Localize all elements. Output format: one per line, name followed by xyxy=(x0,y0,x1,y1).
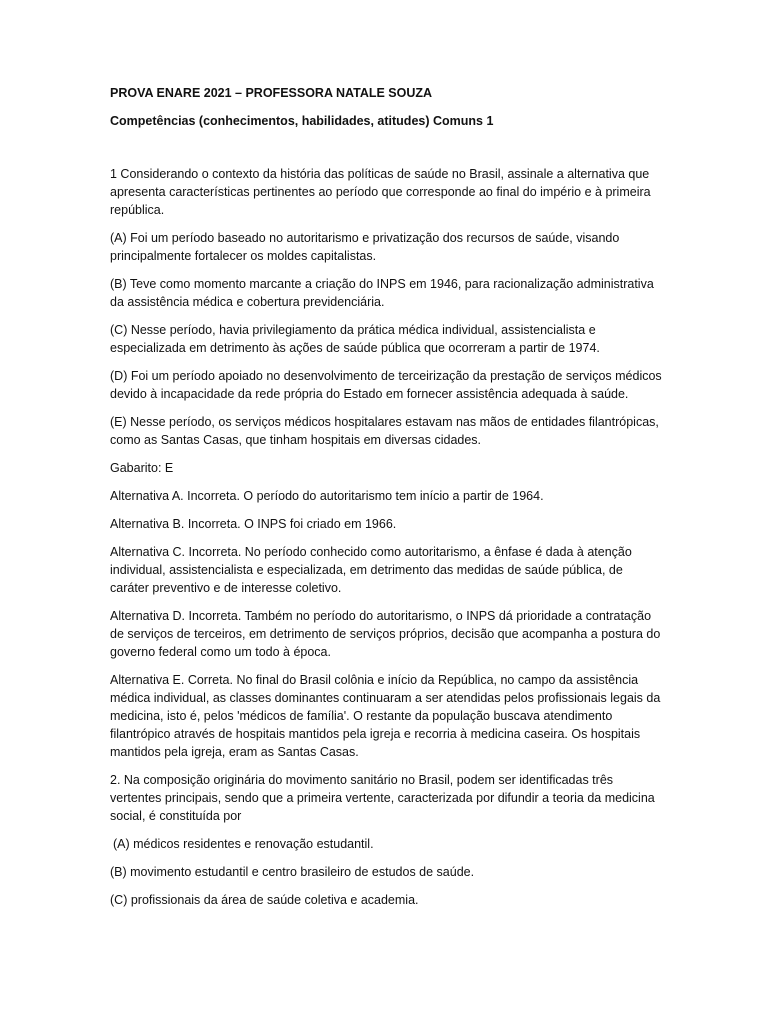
question-1-answer: Gabarito: E xyxy=(110,461,174,475)
question-2-stem: 2. Na composição originária do movimento sanitário no Brasil, podem ser identificadas três vertentes principais, sendo que a primeira vertente, caracterizada por difundir a teoria da medicina social, é constituída por xyxy=(110,773,655,823)
question-2-option-c: (C) profissionais da área de saúde coletiva e academia. xyxy=(110,893,419,907)
document-subtitle: Competências (conhecimentos, habilidades, atitudes) Comuns 1 xyxy=(110,114,494,128)
question-2-option-a: (A) médicos residentes e renovação estudantil. xyxy=(113,837,374,851)
question-1-explanation-d: Alternativa D. Incorreta. Também no período do autoritarismo, o INPS dá prioridade a contratação de serviços de terceiros, em detrimento de serviços próprios, decisão que acompanha a postura do governo federal como um todo à época. xyxy=(110,609,661,659)
question-1-explanation-b: Alternativa B. Incorreta. O INPS foi criado em 1966. xyxy=(110,517,397,531)
question-1-explanation-c: Alternativa C. Incorreta. No período conhecido como autoritarismo, a ênfase é dada à atenção individual, assistencialista e especializada, em detrimento das medidas de saúde pública, de caráter preventivo e de interesse coletivo. xyxy=(110,545,632,595)
question-1-option-d: (D) Foi um período apoiado no desenvolvimento de terceirização da prestação de serviços médicos devido à incapacidade da rede própria do Estado em fornecer assistência adequada à saúde. xyxy=(110,369,662,401)
question-1-explanation-a: Alternativa A. Incorreta. O período do autoritarismo tem início a partir de 1964. xyxy=(110,489,544,503)
question-1-option-b: (B) Teve como momento marcante a criação do INPS em 1946, para racionalização administrativa da assistência médica e cobertura previdenciária. xyxy=(110,277,654,309)
document-title: PROVA ENARE 2021 – PROFESSORA NATALE SOUZA xyxy=(110,86,433,100)
question-1-explanation-e: Alternativa E. Correta. No final do Brasil colônia e início da República, no campo da assistência médica individual, as classes dominantes continuaram a ser atendidas pelos profissionais legais da medicina, isto é, pelos 'médicos de família'. O restante da população buscava atendimento filantrópico através de hospitais mantidos pela igreja e recorria à medicina caseira. Os hospitais mantidos pela igreja, eram as Santas Casas. xyxy=(110,673,661,759)
document-page xyxy=(110,84,662,919)
question-1-option-e: (E) Nesse período, os serviços médicos hospitalares estavam nas mãos de entidades filantrópicas, como as Santas Casas, que tinham hospitais em diversas cidades. xyxy=(110,415,659,447)
question-1-stem: 1 Considerando o contexto da história das políticas de saúde no Brasil, assinale a alternativa que apresenta características pertinentes ao período que corresponde ao final do império e à primeira república. xyxy=(110,167,651,217)
question-1-option-c: (C) Nesse período, havia privilegiamento da prática médica individual, assistencialista e especializada em detrimento às ações de saúde pública que ocorreram a partir de 1974. xyxy=(110,323,600,355)
question-2-option-b: (B) movimento estudantil e centro brasileiro de estudos de saúde. xyxy=(110,865,475,879)
question-1-option-a: (A) Foi um período baseado no autoritarismo e privatização dos recursos de saúde, visando principalmente fortalecer os moldes capitalistas. xyxy=(110,231,620,263)
